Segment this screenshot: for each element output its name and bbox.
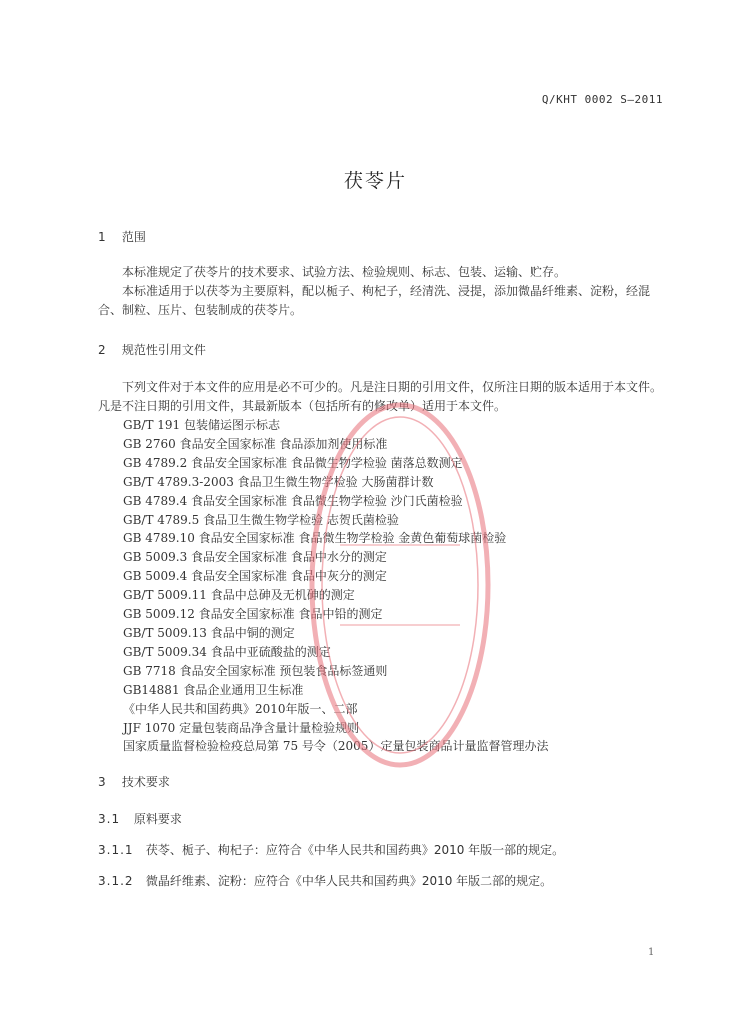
section-title: 规范性引用文件 [121, 343, 206, 357]
reference-item: GB14881 食品企业通用卫生标准 [123, 682, 304, 697]
section-heading-scope [98, 228, 146, 245]
reference-item: GB 4789.4 食品安全国家标准 食品微生物学检验 沙门氏菌检验 [123, 493, 463, 508]
standard-number: Q/KHT 0002 S—2011 [541, 93, 663, 106]
reference-item: JJF 1070 定量包装商品净含量计量检验规则 [123, 720, 360, 735]
section-title: 范围 [121, 230, 146, 244]
reference-item: GB 5009.4 食品安全国家标准 食品中灰分的测定 [123, 569, 387, 584]
clause-text: 茯苓、栀子、枸杞子：应符合《中华人民共和国药典》2010 年版一部的规定。 [145, 843, 565, 857]
reference-item: GB 5009.3 食品安全国家标准 食品中水分的测定 [123, 550, 387, 565]
reference-item: GB/T 4789.3-2003 食品卫生微生物学检验 大肠菌群计数 [123, 474, 434, 489]
reference-item: GB/T 4789.5 食品卫生微生物学检验 志贺氏菌检验 [123, 512, 399, 527]
clause-3-1-2 [98, 872, 552, 889]
section-title: 技术要求 [121, 775, 170, 789]
section-number: 1 [98, 230, 106, 244]
page-number: 1 [648, 947, 655, 958]
scope-paragraph-2: 本标准适用于以茯苓为主要原料，配以栀子、枸杞子，经清洗、浸提，添加微晶纤维素、淀粉，经混合、制粒、压片、包装制成的茯苓片。 [98, 284, 651, 317]
reference-item: 国家质量监督检验检疫总局第 75 号令（2005）定量包装商品计量监督管理办法 [123, 739, 549, 754]
section-number: 2 [98, 343, 106, 357]
reference-item: GB 4789.2 食品安全国家标准 食品微生物学检验 菌落总数测定 [123, 455, 463, 470]
reference-item: GB 7718 食品安全国家标准 预包装食品标签通则 [123, 663, 388, 678]
reference-item: GB 5009.12 食品安全国家标准 食品中铅的测定 [123, 607, 383, 622]
reference-item: GB/T 5009.11 食品中总砷及无机砷的测定 [123, 588, 355, 603]
section-number: 3 [98, 775, 106, 789]
reference-item: GB/T 5009.34 食品中亚硫酸盐的测定 [123, 644, 331, 659]
reference-item: GB/T 191 包装储运图示标志 [123, 418, 280, 432]
clause-number: 3.1.2 [98, 874, 134, 888]
subsection-number: 3.1 [98, 812, 121, 826]
references-intro: 下列文件对于本文件的应用是必不可少的。凡是注日期的引用文件，仅所注日期的版本适用于本文件。凡是不注日期的引用文件，其最新版本（包括所有的修改单）适用于本文件。 [98, 380, 663, 413]
subsection-title: 原料要求 [133, 812, 182, 826]
document-title: 茯苓片 [343, 170, 407, 192]
clause-3-1-1 [98, 841, 564, 858]
reference-item: 《中华人民共和国药典》2010年版一、二部 [123, 701, 358, 716]
reference-item: GB 4789.10 食品安全国家标准 食品微生物学检验 金黄色葡萄球菌检验 [123, 531, 507, 546]
section-heading-references [98, 341, 206, 358]
clause-number: 3.1.1 [98, 843, 134, 857]
subsection-raw-materials [98, 810, 182, 827]
official-stamp [300, 395, 500, 775]
clause-text: 微晶纤维素、淀粉：应符合《中华人民共和国药典》2010 年版二部的规定。 [145, 874, 553, 888]
section-heading-technical [98, 773, 170, 790]
scope-paragraph-1: 本标准规定了茯苓片的技术要求、试验方法、检验规则、标志、包装、运输、贮存。 [122, 265, 567, 279]
reference-item: GB 2760 食品安全国家标准 食品添加剂使用标准 [123, 436, 388, 451]
reference-item: GB/T 5009.13 食品中铜的测定 [123, 625, 295, 640]
